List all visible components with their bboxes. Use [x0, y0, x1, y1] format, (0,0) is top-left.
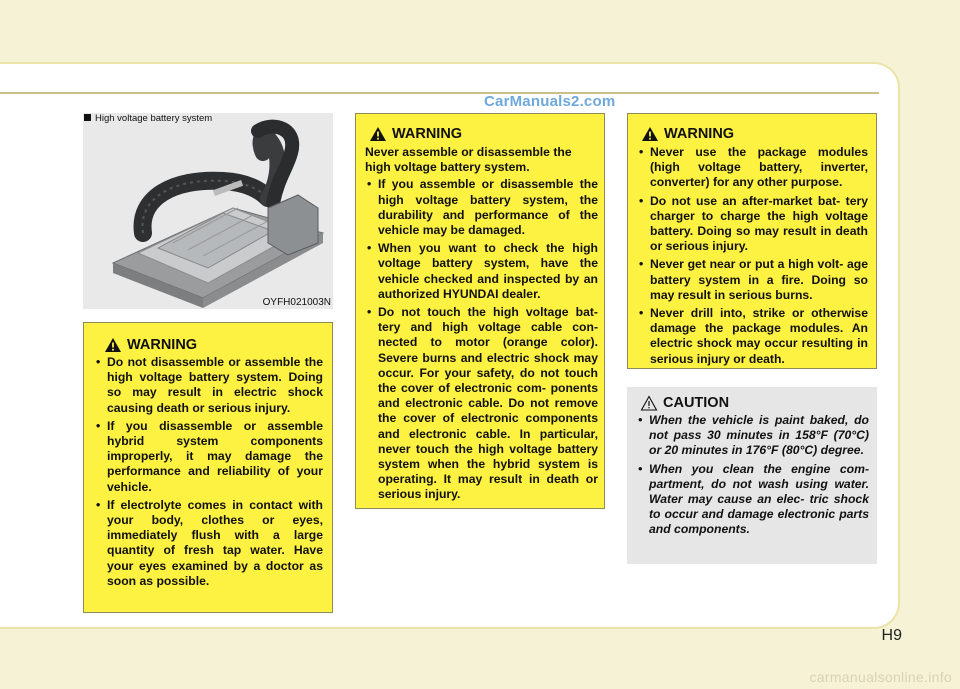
battery-figure	[83, 113, 333, 309]
list-item: • If you disassemble or assemble hybrid system components improperly, it may damage the performance and reliability of your vehicle.	[94, 419, 323, 495]
warning-list	[365, 177, 598, 502]
warning-box-right	[627, 113, 877, 369]
warning-triangle-icon	[369, 126, 387, 142]
caution-box	[627, 387, 877, 564]
caution-list	[636, 413, 869, 538]
warning-lead: Never assemble or disassemble the high voltage battery system.	[365, 145, 572, 175]
list-item: • If you assemble or disassemble the high voltage battery system, the durability and performance of the vehicle may be damaged.	[365, 177, 598, 238]
watermark-top[interactable]: CarManuals2.com	[484, 93, 616, 110]
square-bullet-icon	[84, 114, 91, 121]
list-item: • When the vehicle is paint baked, do not pass 30 minutes in 158°F (70°C) or 20 minutes in 176°F (80°C) degree.	[636, 413, 869, 459]
warning-triangle-icon	[641, 126, 659, 142]
battery-illustration	[83, 113, 333, 309]
warning-title-text: WARNING	[664, 126, 735, 142]
list-item: • When you want to check the high voltage battery system, have the vehicle checked and inspected by an authorized HYUNDAI dealer.	[365, 241, 598, 302]
warning-box-left	[83, 322, 333, 613]
warning-title	[94, 337, 323, 353]
warning-list	[94, 355, 323, 589]
warning-title	[365, 126, 598, 142]
list-item: • Do not disassemble or assemble the high voltage battery system. Doing so may result in electric shock causing death or serious injury.	[94, 355, 323, 416]
list-item: • If electrolyte comes in contact with your body, clothes or eyes, immediately flush with a large quantity of fresh tap water. Have your eyes examined by a doctor as soon as possible.	[94, 498, 323, 589]
warning-box-middle	[355, 113, 605, 509]
list-item: • Never use the package modules (high voltage battery, inverter, converter) for any other purpose.	[637, 145, 868, 191]
page-number: H9	[881, 627, 902, 644]
warning-title-text: WARNING	[127, 337, 198, 353]
caution-triangle-icon	[640, 395, 658, 411]
warning-list	[637, 145, 868, 367]
figure-code: OYFH021003N	[262, 297, 331, 308]
warning-title	[637, 126, 868, 142]
list-item: • Do not touch the high voltage bat- tery and high voltage cable con- nected to motor (orange color). Severe burns and electric shock may occur. For your safety, do not touch the cover of electronic com- ponents and electronic cable. Do not remove the cover of electronic components and electronic cable. In particular, never touch the high voltage battery system when the hybrid system is operating. It may result in death or serious injury.	[365, 305, 598, 503]
caution-title-text: CAUTION	[663, 395, 730, 411]
warning-triangle-icon	[104, 337, 122, 353]
figure-caption	[84, 113, 212, 124]
list-item: • Do not use an after-market bat- tery charger to charge the high voltage battery. Doing so may result in death or serious injury.	[637, 194, 868, 255]
list-item: • Never get near or put a high volt- age battery system in a fire. Doing so may result in serious burns.	[637, 257, 868, 303]
list-item: • When you clean the engine com- partment, do not wash using water. Water may cause an elec- tric shock to occur and damage electronic parts and components.	[636, 462, 869, 538]
list-item: • Never drill into, strike or otherwise damage the package modules. An electric shock may occur resulting in serious injury or death.	[637, 306, 868, 367]
watermark-bottom[interactable]: carmanualsonline.info	[809, 669, 952, 685]
caution-title	[636, 395, 869, 411]
figure-caption-text: High voltage battery system	[95, 113, 213, 124]
warning-title-text: WARNING	[392, 126, 463, 142]
header-rule	[0, 92, 879, 94]
